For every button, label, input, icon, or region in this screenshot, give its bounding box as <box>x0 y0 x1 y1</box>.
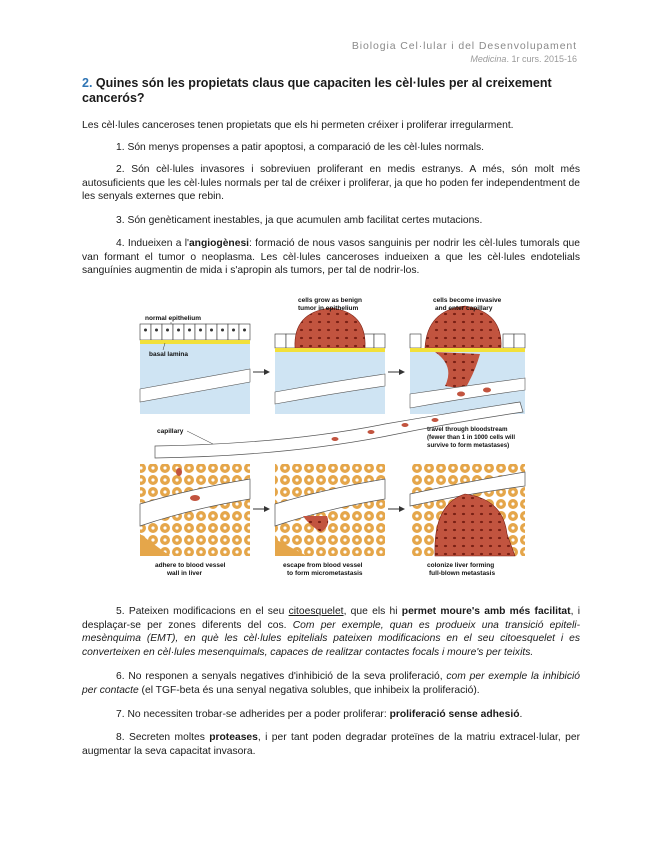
page-header <box>352 40 577 64</box>
item-2: 2. Són cèl·lules invasores i sobreviuen proliferant en medis estranys. A més, són molt més autosuficients que les cèl·lules normals per tal de créixer i proliferar, ja que ho poden fer independentment de les senyals externes que rebin. <box>82 164 580 203</box>
item-3: 3. Són genèticament inestables, ja que acumulen amb facilitat certes mutacions. <box>116 215 483 226</box>
item-5: 5. Pateixen modificacions en el seu citoesquelet, que els hi permet moure's amb més facilitat, i desplaçar-se per zones diferents del cos. Com per exemple, quan es produeix una transició epiteli-mesènquima (EMT), en què les cèl·lules epitelials pateixen modificacions en el seu citoesquelet i es converteixen en cèl·lules mesenquimals, capaces de realitzar contactes focals i moure's per teixits. <box>82 606 580 658</box>
label-adhere-2: wall in liver <box>167 570 203 577</box>
item-8: 8. Secreten moltes proteases, i per tant poden degradar proteïnes de la matriu extracel·lular, per augmentar la seva capacitat invasora. <box>82 732 580 757</box>
panel-full-metastasis <box>410 464 525 577</box>
panel-adhere-liver <box>140 464 250 577</box>
panel-invasive <box>410 297 525 414</box>
metastasis-figure <box>135 294 533 578</box>
label-normal-epithelium: normal epithelium <box>145 315 201 322</box>
label-travel-2: (fewer than 1 in 1000 cells will <box>427 434 516 441</box>
panel-micrometastasis <box>275 464 385 577</box>
label-escape-1: escape from blood vessel <box>283 562 363 569</box>
course-title: Biologia Cel·lular i del Desenvolupament <box>351 40 577 52</box>
question-heading <box>82 76 578 106</box>
label-travel-1: travel through bloodstream <box>427 426 508 433</box>
label-colonize-2: full-blown metastasis <box>429 570 496 577</box>
label-invasive-1: cells become invasive <box>433 297 502 304</box>
label-basal-lamina: basal lamina <box>149 351 189 358</box>
item-6: 6. No responen a senyals negatives d'inhibició de la seva proliferació, com per exemple la inhibició per contacte (el TGF-beta és una senyal negativa solubles, que inhibeix la proliferació). <box>82 671 581 696</box>
panel-benign-tumor <box>275 297 385 414</box>
question-text: Quines són les propietats claus que capaciten les cèl·lules per al creixement cancerós? <box>82 76 552 105</box>
label-capillary: capillary <box>157 428 184 435</box>
panel-normal-epithelium <box>140 315 250 414</box>
label-travel-3: survive to form metastases) <box>427 442 510 449</box>
label-adhere-1: adhere to blood vessel <box>155 562 226 569</box>
item-7: 7. No necessiten trobar-se adherides per a poder proliferar: proliferació sense adhesió. <box>116 709 523 720</box>
course-subtitle: Medicina. 1r curs. 2015-16 <box>470 54 577 64</box>
label-escape-2: to form micrometastasis <box>287 570 363 577</box>
label-benign-2: tumor in epithelium <box>298 305 359 312</box>
item-1: 1. Són menys propenses a patir apoptosi, a comparació de les cèl·lules normals. <box>116 142 485 153</box>
label-colonize-1: colonize liver forming <box>427 562 495 569</box>
label-invasive-2: and enter capillary <box>435 305 493 312</box>
intro-paragraph: Les cèl·lules canceroses tenen propietats que els hi permeten créixer i proliferar irregularment. <box>82 120 514 131</box>
item-4: 4. Indueixen a l'angiogènesi: formació de nous vasos sanguinis per nodrir les cèl·lules tumorals que van formant el tumor o neoplasma. Les cèl·lules canceroses indueixen a que les cèl·lules endotelials sanguínies augmentin de mida i s'apropin als tumors, per tal de nodrir-los. <box>82 238 580 277</box>
question-number: 2. <box>82 76 93 90</box>
label-benign-1: cells grow as benign <box>298 297 362 304</box>
